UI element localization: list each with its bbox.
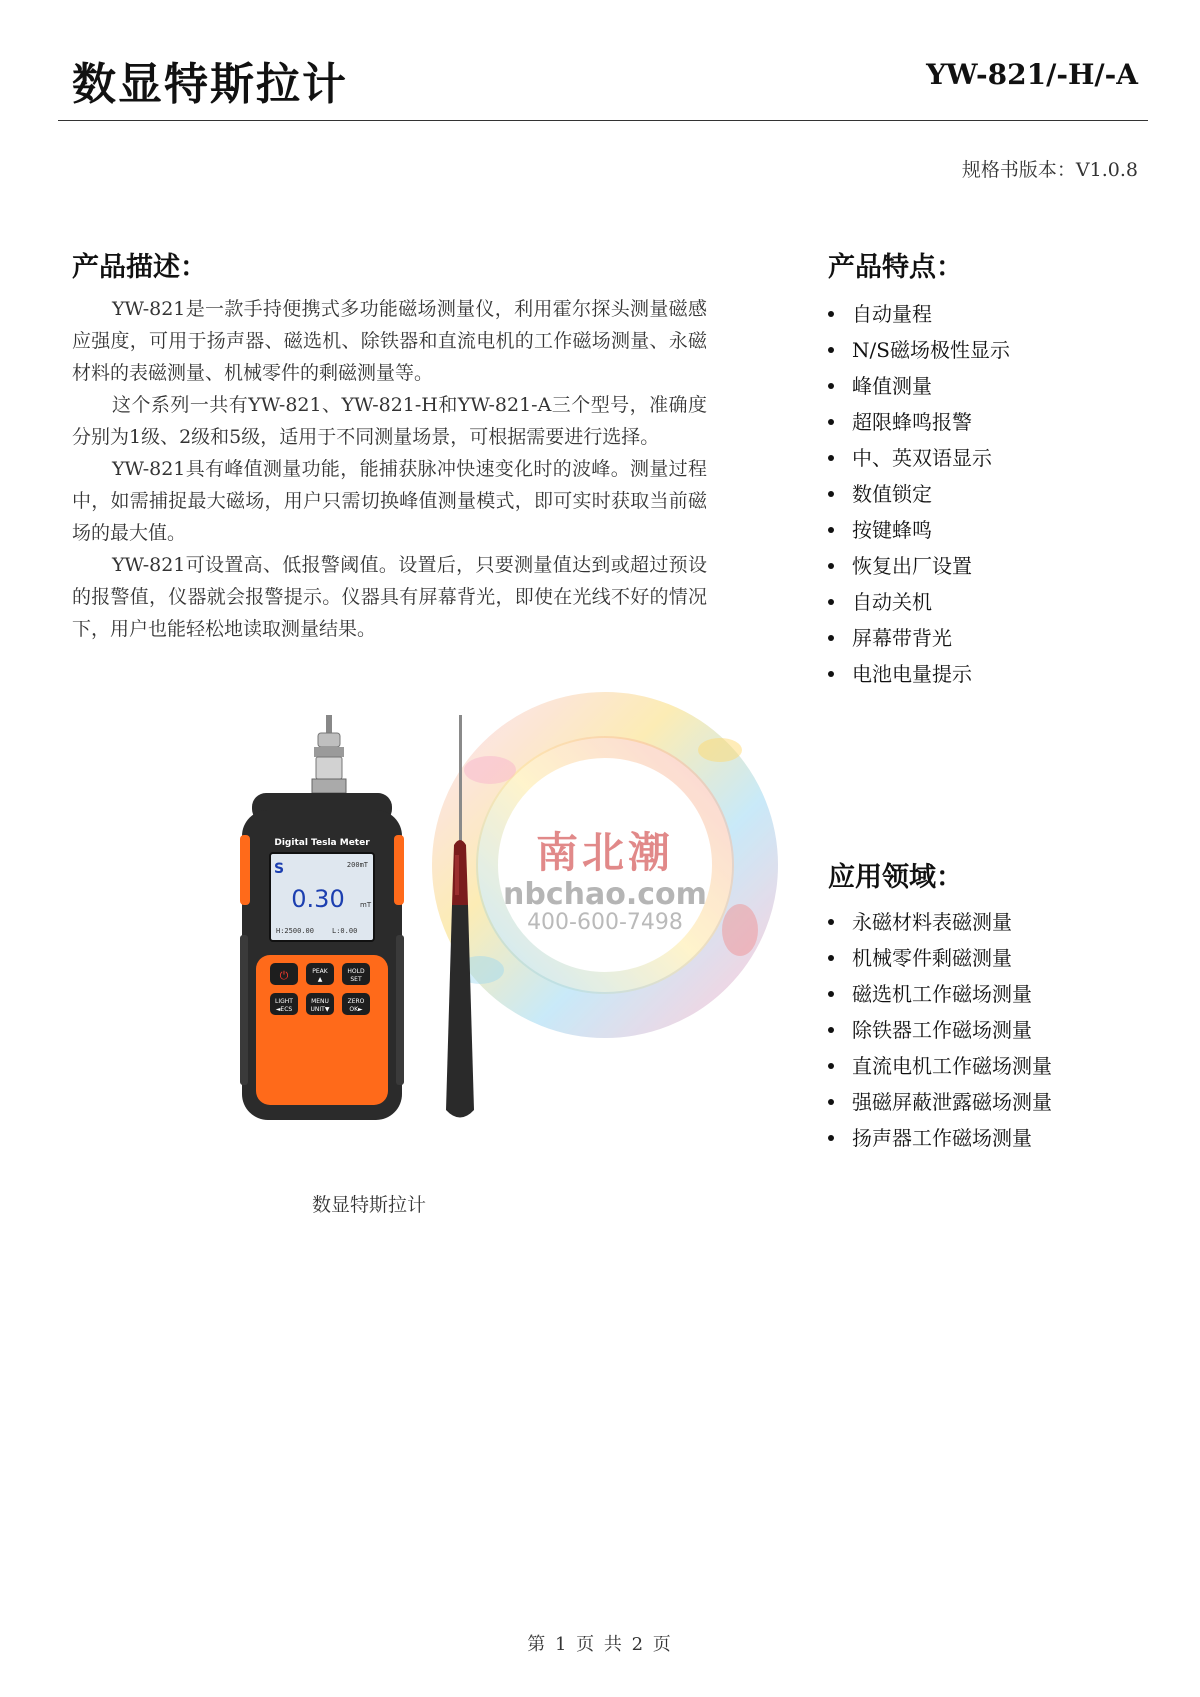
bullet-icon xyxy=(828,563,834,569)
spec-version: 规格书版本：V1.0.8 xyxy=(961,159,1138,181)
bullet-icon xyxy=(828,1135,834,1141)
application-item xyxy=(828,1048,1052,1084)
bullet-icon xyxy=(828,347,834,353)
device-brand-text: Digital Tesla Meter xyxy=(274,838,370,848)
application-label: 除铁器工作磁场测量 xyxy=(852,1018,1032,1042)
application-item xyxy=(828,976,1052,1012)
application-label: 机械零件剩磁测量 xyxy=(852,946,1012,970)
model-number: YW-821/-H/-A xyxy=(926,58,1138,91)
feature-label: 超限蜂鸣报警 xyxy=(852,410,972,434)
bullet-icon xyxy=(828,919,834,925)
description-heading: 产品描述： xyxy=(72,252,207,283)
feature-label: 按键蜂鸣 xyxy=(852,518,932,542)
screen-range: 200mT xyxy=(346,861,368,869)
feature-label: 自动关机 xyxy=(852,590,932,614)
product-image xyxy=(240,715,710,1135)
button-label: LIGHT xyxy=(275,998,293,1005)
screen-unit: mT xyxy=(360,901,372,909)
bullet-icon xyxy=(828,455,834,461)
button-label: HOLD xyxy=(347,968,365,975)
feature-label: 电池电量提示 xyxy=(852,662,972,686)
watermark-domain: nbchao.com xyxy=(503,877,707,912)
button-label: PEAK xyxy=(312,968,328,975)
document-title: 数显特斯拉计 xyxy=(72,59,348,110)
feature-item xyxy=(828,332,1010,368)
figure-caption: 数显特斯拉计 xyxy=(312,1194,427,1216)
feature-label: 中、英双语显示 xyxy=(852,446,992,470)
bullet-icon xyxy=(828,991,834,997)
feature-label: 恢复出厂设置 xyxy=(852,554,972,578)
feature-item xyxy=(828,296,1010,332)
button-label: ZERO xyxy=(347,998,365,1005)
applications-list xyxy=(828,904,1052,1156)
feature-item xyxy=(828,368,1010,404)
page-number: 第 1 页 共 2 页 xyxy=(527,1634,673,1655)
hall-probe xyxy=(446,715,474,1118)
screen-high-limit: H:2500.00 xyxy=(276,927,314,935)
features-heading: 产品特点： xyxy=(828,252,963,283)
application-item xyxy=(828,904,1052,940)
device-screen xyxy=(270,853,374,941)
bullet-icon xyxy=(828,311,834,317)
feature-item xyxy=(828,440,1010,476)
button-label: ▲ xyxy=(317,976,323,983)
application-label: 强磁屏蔽泄露磁场测量 xyxy=(852,1090,1052,1114)
cable-connector xyxy=(312,715,346,793)
description-paragraph: YW-821是一款手持便携式多功能磁场测量仪，利用霍尔探头测量磁感应强度，可用于扬声器、磁选机、除铁器和直流电机的工作磁场测量、永磁材料的表磁测量、机械零件的剩磁测量等。 xyxy=(72,298,707,384)
application-item xyxy=(828,1012,1052,1048)
feature-item xyxy=(828,404,1010,440)
power-icon: ⏻ xyxy=(279,969,289,982)
button-label: UNIT▼ xyxy=(310,1006,330,1013)
feature-item xyxy=(828,656,1010,692)
watermark-brand: 南北潮 xyxy=(535,828,674,877)
bullet-icon xyxy=(828,527,834,533)
feature-item xyxy=(828,476,1010,512)
button-label: ◄ECS xyxy=(275,1006,293,1013)
application-label: 直流电机工作磁场测量 xyxy=(852,1054,1052,1078)
feature-label: 峰值测量 xyxy=(852,374,932,398)
screen-polarity: S xyxy=(274,861,285,877)
header-divider xyxy=(58,120,1148,121)
description-paragraph: 这个系列一共有YW-821、YW-821-H和YW-821-A三个型号，准确度分别为1级、2级和5级，适用于不同测量场景，可根据需要进行选择。 xyxy=(72,394,707,448)
feature-item xyxy=(828,548,1010,584)
feature-label: 自动量程 xyxy=(852,302,932,326)
description-paragraph: YW-821可设置高、低报警阈值。设置后，只要测量值达到或超过预设的报警值，仪器就会报警提示。仪器具有屏幕背光，即使在光线不好的情况下，用户也能轻松地读取测量结果。 xyxy=(72,554,707,640)
bullet-icon xyxy=(828,1063,834,1069)
screen-reading: 0.30 xyxy=(291,885,345,913)
bullet-icon xyxy=(828,599,834,605)
bullet-icon xyxy=(828,383,834,389)
bullet-icon xyxy=(828,671,834,677)
description-paragraph: YW-821具有峰值测量功能，能捕获脉冲快速变化时的波峰。测量过程中，如需捕捉最大磁场，用户只需切换峰值测量模式，即可实时获取当前磁场的最大值。 xyxy=(72,458,707,544)
feature-label: 屏幕带背光 xyxy=(852,626,952,650)
watermark-phone: 400-600-7498 xyxy=(527,910,683,935)
application-label: 扬声器工作磁场测量 xyxy=(852,1126,1032,1150)
bullet-icon xyxy=(828,491,834,497)
application-item xyxy=(828,1120,1052,1156)
bullet-icon xyxy=(828,1027,834,1033)
button-label: SET xyxy=(350,976,362,983)
bullet-icon xyxy=(828,955,834,961)
application-item xyxy=(828,940,1052,976)
button-label: MENU xyxy=(311,998,329,1005)
application-item xyxy=(828,1084,1052,1120)
features-list xyxy=(828,296,1010,692)
screen-low-limit: L:0.00 xyxy=(332,927,358,935)
feature-item xyxy=(828,620,1010,656)
feature-item xyxy=(828,512,1010,548)
description-body xyxy=(72,293,707,645)
feature-item xyxy=(828,584,1010,620)
feature-label: 数值锁定 xyxy=(852,482,932,506)
bullet-icon xyxy=(828,419,834,425)
bullet-icon xyxy=(828,635,834,641)
feature-label: N/S磁场极性显示 xyxy=(852,338,1010,362)
application-label: 磁选机工作磁场测量 xyxy=(852,982,1032,1006)
bullet-icon xyxy=(828,1099,834,1105)
applications-heading: 应用领域： xyxy=(828,862,963,893)
application-label: 永磁材料表磁测量 xyxy=(852,910,1012,934)
button-label: OK► xyxy=(349,1006,363,1013)
